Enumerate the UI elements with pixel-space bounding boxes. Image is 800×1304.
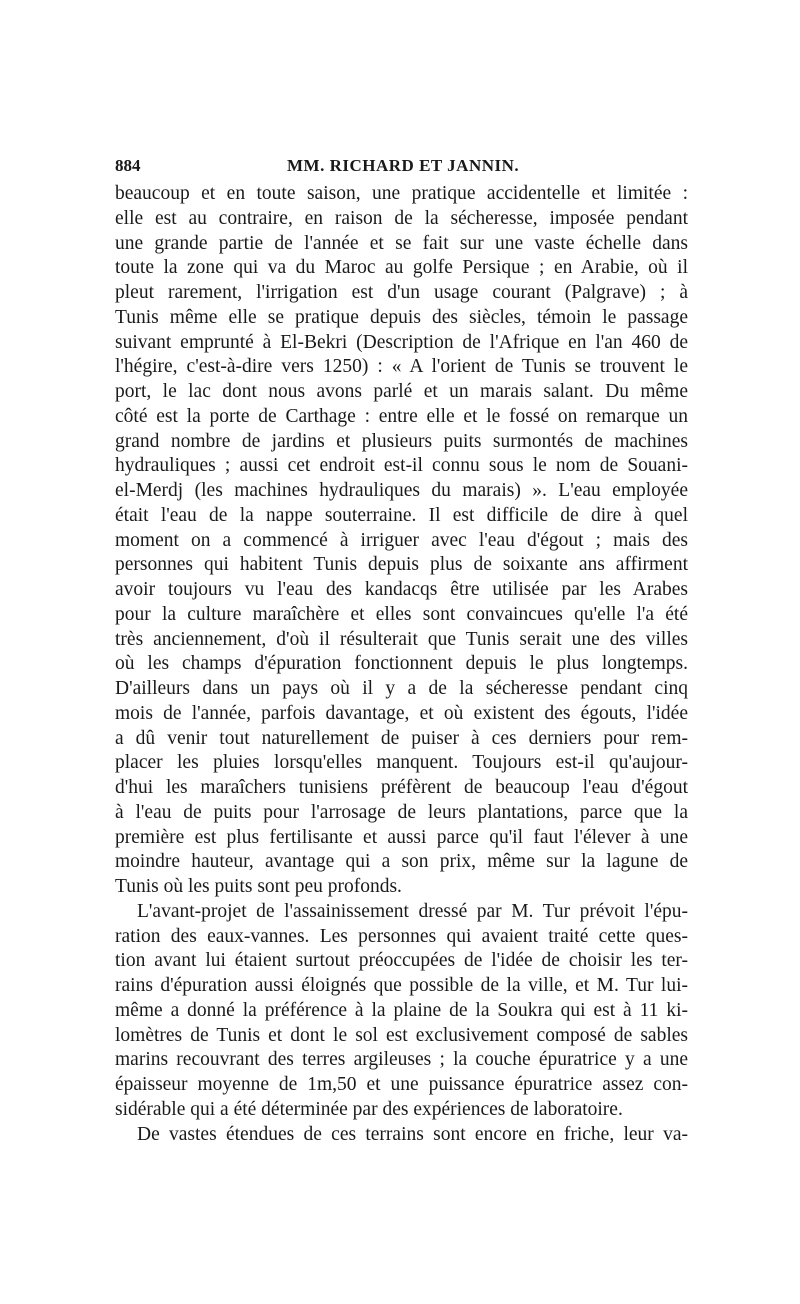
paragraph — [115, 182, 688, 900]
text-line: a dû venir tout naturellement de puiser à ces derniers pour rem- — [115, 727, 688, 749]
running-head: MM. RICHARD ET JANNIN. — [287, 156, 520, 175]
text-line: pleut rarement, l'irrigation est d'un usage courant (Palgrave) ; à — [115, 282, 688, 303]
text-line: à l'eau de puits pour l'arrosage de leurs plantations, parce que la — [115, 801, 688, 823]
page-header — [115, 156, 688, 180]
text-line: où les champs d'épuration fonctionnent depuis le plus longtemps. — [115, 653, 688, 675]
text-line: très anciennement, d'où il résulterait que Tunis serait une des villes — [115, 628, 688, 650]
text-line: marins recouvrant des terres argileuses ; la couche épuratrice y a une — [115, 1049, 688, 1071]
text-line: elle est au contraire, en raison de la sécheresse, imposée pendant — [115, 207, 688, 229]
page-number: 884 — [115, 156, 141, 175]
text-line: épaisseur moyenne de 1m,50 et une puissance épuratrice assez con- — [115, 1074, 688, 1095]
text-line: côté est la porte de Carthage : entre elle et le fossé on remarque un — [115, 405, 688, 427]
paragraph — [115, 1123, 688, 1148]
text-line: Tunis où les puits sont peu profonds. — [115, 876, 402, 897]
text-line: avoir toujours vu l'eau des kandacqs être utilisée par les Arabes — [115, 579, 688, 600]
text-line: L'avant-projet de l'assainissement dressé par M. Tur prévoit l'épu- — [137, 900, 688, 922]
text-line: personnes qui habitent Tunis depuis plus de soixante ans affirment — [115, 554, 688, 576]
text-line: port, le lac dont nous avons parlé et un marais salant. Du même — [115, 381, 688, 402]
text-line: suivant emprunté à El-Bekri (Description de l'Afrique en l'an 460 de — [115, 331, 688, 353]
text-line: el-Merdj (les machines hydrauliques du marais) ». L'eau employée — [115, 480, 688, 501]
text-line: toute la zone qui va du Maroc au golfe Persique ; en Arabie, où il — [115, 257, 688, 279]
text-line: moindre hauteur, avantage qui a son prix, même sur la lagune de — [115, 851, 688, 873]
body-text — [115, 182, 688, 1147]
text-line: pour la culture maraîchère et elles sont convaincues qu'elle l'a été — [115, 603, 688, 625]
text-line: hydrauliques ; aussi cet endroit est-il connu sous le nom de Souani- — [115, 455, 688, 477]
text-line: De vastes étendues de ces terrains sont encore en friche, leur va- — [137, 1123, 688, 1145]
paragraph — [115, 900, 688, 1123]
text-line: d'hui les maraîchers tunisiens préfèrent de beaucoup l'eau d'égout — [115, 777, 688, 798]
text-line: rains d'épuration aussi éloignés que possible de la ville, et M. Tur lui- — [115, 975, 688, 996]
text-line: première est plus fertilisante et aussi parce qu'il faut l'élever à une — [115, 826, 688, 848]
text-line: placer les pluies lorsqu'elles manquent. Toujours est-il qu'aujour- — [115, 752, 688, 774]
text-line: une grande partie de l'année et se fait sur une vaste échelle dans — [115, 232, 688, 254]
text-line: lomètres de Tunis et dont le sol est exclusivement composé de sables — [115, 1024, 688, 1046]
text-line: ration des eaux-vannes. Les personnes qui avaient traité cette ques- — [115, 925, 688, 947]
text-line: D'ailleurs dans un pays où il y a de la sécheresse pendant cinq — [115, 678, 688, 699]
text-line: l'hégire, c'est-à-dire vers 1250) : « A l'orient de Tunis se trouvent le — [115, 356, 688, 378]
text-line: beaucoup et en toute saison, une pratique accidentelle et limitée : — [115, 183, 688, 204]
text-line: sidérable qui a été déterminée par des expériences de laboratoire. — [115, 1098, 623, 1120]
text-line: mois de l'année, parfois davantage, et où existent des égouts, l'idée — [115, 702, 688, 724]
text-line: tion avant lui étaient surtout préoccupées de l'idée de choisir les ter- — [115, 950, 688, 972]
text-line: grand nombre de jardins et plusieurs puits surmontés de machines — [115, 430, 688, 452]
text-line: moment on a commencé à irriguer avec l'eau d'égout ; mais des — [115, 529, 688, 551]
text-line: même a donné la préférence à la plaine de la Soukra qui est à 11 ki- — [115, 999, 688, 1021]
text-line: était l'eau de la nappe souterraine. Il est difficile de dire à quel — [115, 504, 688, 526]
text-line: Tunis même elle se pratique depuis des siècles, témoin le passage — [115, 306, 688, 328]
